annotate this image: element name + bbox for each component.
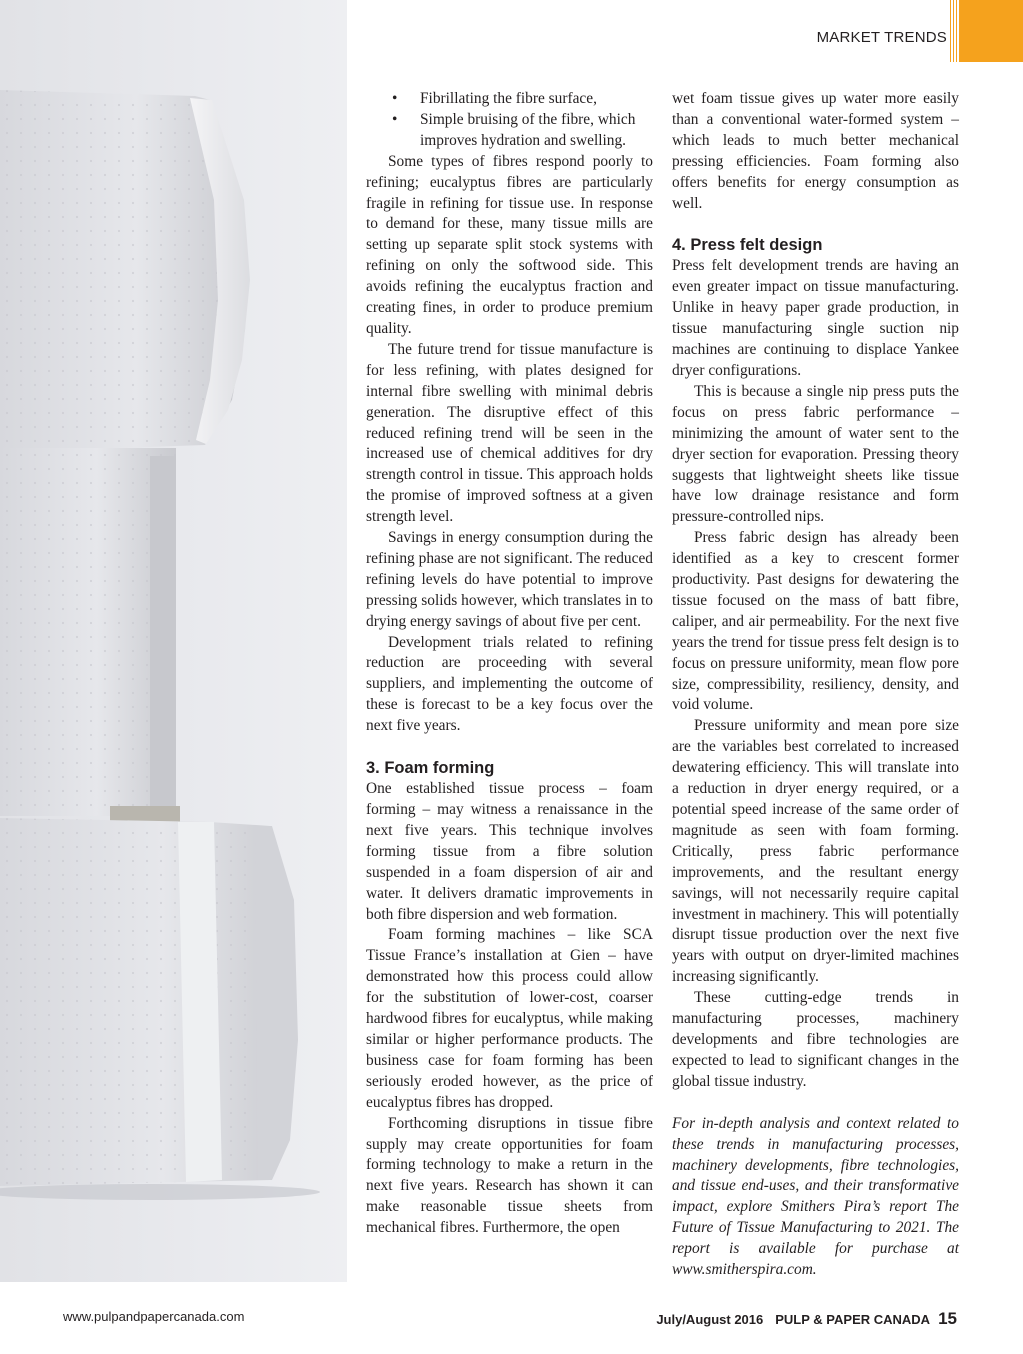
body-paragraph: Pressure uniformity and mean pore size are the variables best correlated to increased dewatering efficiency. This will translate into a reduction in dryer energy required, or a potential speed increase of the same order of magnitude as seen with foam forming. Critically, press fabric performance improvements, and the resultant energy savings, will not necessarily require capital investment in machinery. This will potentially disrupt tissue production over the next five years with output on dryer-limited machines increasing significantly. (672, 717, 959, 986)
body-paragraph: Press fabric design has already been identified as a key to crescent former productivity. Past designs for dewatering the tissue focused on the mass of batt fibre, caliper, and air permeability. For the next five years the trend for tissue press felt design is to focus on pressure uniformity, mean flow pore size, compressibility, resiliency, density, and void volume. (672, 529, 959, 714)
body-paragraph: Foam forming machines – like SCA Tissue France’s installation at Gien – have demonstrated how this process could allow for the substitution of lower-cost, coarser hardwood fibres for eucalyptus, while making similar or higher performance products. The business case for foam forming has been seriously eroded however, as the price of eucalyptus fibres has dropped. (366, 926, 653, 1111)
body-paragraph: These cutting-edge trends in manufacturing processes, machinery developments and fibre technologies are expected to lead to significant changes in the global tissue industry. (672, 989, 959, 1090)
header-accent-stripes (950, 0, 960, 62)
body-paragraph: Some types of fibres respond poorly to refining; eucalyptus fibres are particularly fragile in refining for tissue use. In response to demand for these, many tissue mills are setting up separate split stock systems with refining on only the softwood side. This avoids refining the eucalyptus fraction and creating fines, in order to produce premium quality. (366, 152, 653, 337)
header-accent-block (960, 0, 1023, 62)
body-paragraph: Press felt development trends are having an even greater impact on tissue manufacturing. Unlike in heavy paper grade production, in tissue manufacturing single suction nip machines are continuing to displace Yankee dryer configurations. (672, 257, 959, 379)
body-paragraph: One established tissue process – foam forming – may witness a renaissance in the next five years. This technique involves forming tissue from a fibre solution suspended in a foam dispersion of air and water. It delivers dramatic improvements in both fibre dispersion and web formation. (366, 780, 653, 923)
tissue-rolls-illustration (0, 0, 347, 1282)
footer-publication: PULP & PAPER CANADA (775, 1312, 931, 1327)
list-item: • Fibrillating the fibre surface, (366, 89, 653, 110)
body-paragraph: The future trend for tissue manufacture is for less refining, with plates designed for internal fibre swelling with minimal debris generation. The disruptive effect of this reduced refining trend will be seen in the increased use of chemical additives for dry strength control in tissue. This approach holds the promise of improved softness at a given strength level. (366, 340, 653, 526)
footer-website: www.pulpandpapercanada.com (63, 1309, 245, 1324)
closing-note: For in-depth analysis and context related to these trends in manufacturing processes, machinery developments, fibre technologies, and tissue end-uses, and their transformative impact, explore Smithers Pira’s report The Future of Tissue Manufacturing to 2021. The report is available for purchase at www.smitherspira.com. (672, 1114, 959, 1279)
body-paragraph: Savings in energy consumption during the refining phase are not significant. The reduced refining levels do have potential to improve pressing solids however, which translates in to drying energy savings of about five per cent. (366, 529, 653, 630)
section-label: MARKET TRENDS (816, 29, 947, 46)
list-item: • Simple bruising of the fibre, which improves hydration and swelling. (392, 110, 636, 149)
tissue-rolls-photo (0, 0, 347, 1282)
body-paragraph: Development trials related to refining reduction are proceeding with several suppliers, and implementing the outcome of these is forecast to be a key focus over the next five years. (366, 633, 653, 735)
footer-folio (656, 1309, 957, 1329)
section-heading-press-felt-design: 4. Press felt design (672, 236, 823, 255)
body-paragraph: Forthcoming disruptions in tissue fibre supply may create opportunities for foam forming technology to make a return in the next five years. Research has shown it can make reasonable tissue sheets from mechanical fibres. Furthermore, the open (366, 1114, 653, 1237)
body-paragraph: This is because a single nip press puts the focus on press fabric performance – minimizing the amount of water sent to the dryer section for evaporation. Pressing theory suggests that lightweight sheets like tissue have low drainage resistance and form pressure-controlled nips. (672, 382, 959, 526)
bullet-list (366, 89, 653, 152)
page-number: 15 (938, 1309, 957, 1328)
body-paragraph-continued: wet foam tissue gives up water more easily than a conventional water-formed system – which leads to much better mechanical pressing efficiencies. Foam forming also offers benefits for energy consumption as well. (672, 90, 959, 212)
footer-issue-date: July/August 2016 (656, 1312, 764, 1327)
text-column-right (672, 89, 959, 1281)
text-column-left (366, 89, 653, 1239)
bullet-icon: • (392, 110, 398, 128)
section-heading-foam-forming: 3. Foam forming (366, 759, 495, 778)
bullet-icon: • (392, 90, 398, 107)
